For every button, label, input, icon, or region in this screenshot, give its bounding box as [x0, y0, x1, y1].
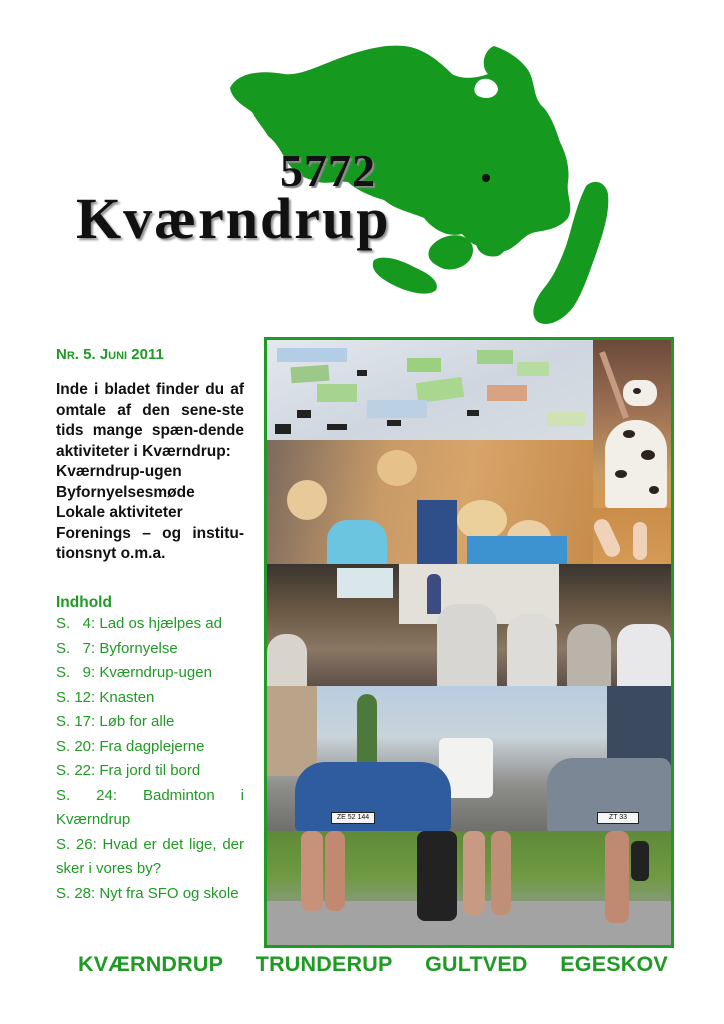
- footer-places: [78, 952, 668, 977]
- intro-text: [56, 380, 244, 565]
- intro-item: Byfornyelsesmøde: [56, 483, 195, 501]
- issue-nr: . 5.: [74, 346, 100, 363]
- intro-item: Forenings – og institu-tionsnyt o.m.a.: [56, 524, 244, 562]
- contents-item: S. 20: Fra dagplejerne: [56, 737, 205, 755]
- contents-item: S. 7: Byfornyelse: [56, 639, 178, 657]
- issue-month-small: UNI: [108, 350, 128, 362]
- issue-prefix: N: [56, 346, 67, 363]
- issue-number: [56, 346, 164, 363]
- contents-item: S. 4: Lad os hjælpes ad: [56, 615, 222, 632]
- postcode-title: 5772: [280, 145, 376, 196]
- license-plate: ZE 52 144: [331, 812, 375, 824]
- contents-item: S. 26: Hvad er det lige, der sker i vores by?: [56, 835, 244, 877]
- photo-street-cars: [267, 686, 671, 831]
- contents-list: [56, 612, 244, 906]
- photo-children-hands-up: [267, 440, 593, 564]
- contents-item: S. 22: Fra jord til bord: [56, 762, 201, 779]
- contents-item: S. 12: Knasten: [56, 688, 155, 706]
- intro-paragraph: Inde i bladet finder du af omtale af den sene-ste tids mange spæn-dende aktiviteter i Kværndrup:: [56, 381, 244, 460]
- contents-item: S. 9: Kværndrup-ugen: [56, 664, 212, 681]
- contents-item: S. 17: Løb for alle: [56, 713, 175, 730]
- intro-item: Lokale aktiviteter: [56, 504, 183, 521]
- contents-item: S. 28: Nyt fra SFO og skole: [56, 884, 239, 902]
- contents-item: S. 24: Badminton i Kværndrup: [56, 786, 244, 828]
- place-name: EGESKOV: [560, 952, 668, 976]
- photo-collage: [264, 337, 674, 948]
- issue-prefix-small: R: [66, 350, 75, 362]
- issue-month: J: [99, 346, 109, 363]
- photo-town-planning-map: [267, 340, 593, 440]
- intro-item: Kværndrup-ugen: [56, 463, 182, 480]
- place-name: TRUNDERUP: [255, 952, 393, 976]
- place-name: KVÆRNDRUP: [78, 952, 224, 976]
- photo-cow-costume: [593, 340, 671, 508]
- contents-heading: Indhold: [56, 594, 112, 611]
- town-marker-dot: [482, 174, 490, 182]
- photo-children-hands-up-right: [593, 508, 671, 564]
- license-plate: ZT 33: [597, 812, 639, 824]
- place-name: GULTVED: [425, 952, 528, 976]
- photo-runners: [267, 831, 671, 945]
- town-title: Kværndrup: [76, 186, 391, 251]
- photo-town-meeting: [267, 564, 671, 686]
- issue-year: 2011: [127, 346, 164, 363]
